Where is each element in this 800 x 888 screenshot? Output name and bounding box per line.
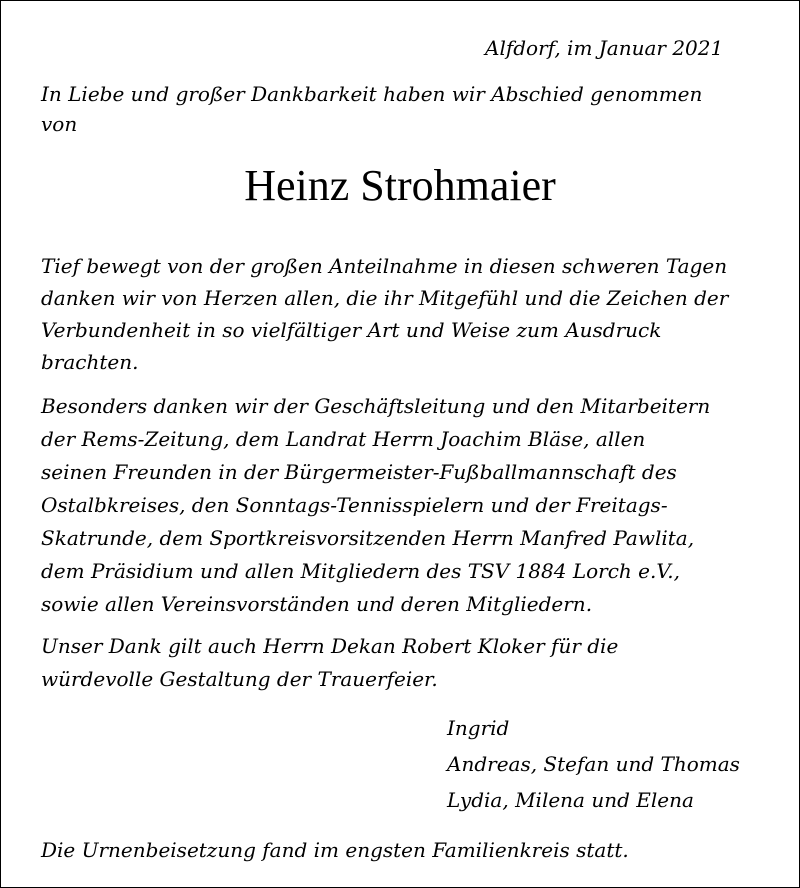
- paragraph-line: brachten.: [41, 350, 139, 374]
- paragraph-line: Skatrunde, dem Sportkreisvorsitzenden Herrn Manfred Pawlita,: [41, 526, 695, 550]
- closing-line: Die Urnenbeisetzung fand im engsten Familienkreis statt.: [41, 838, 629, 862]
- paragraph-line: Besonders danken wir der Geschäftsleitung und den Mitarbeitern: [41, 394, 711, 418]
- paragraph-line: Verbundenheit in so vielfältiger Art und Weise zum Ausdruck: [41, 318, 662, 342]
- signature-line: Ingrid: [447, 716, 510, 740]
- date-line: Alfdorf, im Januar 2021: [485, 36, 724, 60]
- paragraph-line: Tief bewegt von der großen Anteilnahme in diesen schweren Tagen: [41, 254, 728, 278]
- deceased-name: Heinz Strohmaier: [244, 161, 556, 210]
- paragraph-line: dem Präsidium und allen Mitgliedern des TSV 1884 Lorch e.V.,: [41, 559, 680, 583]
- signature-line: Andreas, Stefan und Thomas: [447, 752, 740, 776]
- paragraph-line: der Rems-Zeitung, dem Landrat Herrn Joachim Bläse, allen: [41, 427, 646, 451]
- paragraph-line: sowie allen Vereinsvorständen und deren Mitgliedern.: [41, 592, 593, 616]
- intro-line: In Liebe und großer Dankbarkeit haben wir Abschied genommen: [41, 82, 703, 106]
- paragraph-line: Unser Dank gilt auch Herrn Dekan Robert Kloker für die: [41, 634, 619, 658]
- signature-line: Lydia, Milena und Elena: [447, 788, 694, 812]
- paragraph-line: würdevolle Gestaltung der Trauerfeier.: [41, 667, 438, 691]
- paragraph-line: danken wir von Herzen allen, die ihr Mitgefühl und die Zeichen der: [41, 286, 729, 310]
- paragraph-line: seinen Freunden in der Bürgermeister-Fußballmannschaft des: [41, 460, 677, 484]
- paragraph-line: Ostalbkreises, den Sonntags-Tennisspielern und der Freitags-: [41, 493, 668, 517]
- intro-line: von: [41, 112, 78, 136]
